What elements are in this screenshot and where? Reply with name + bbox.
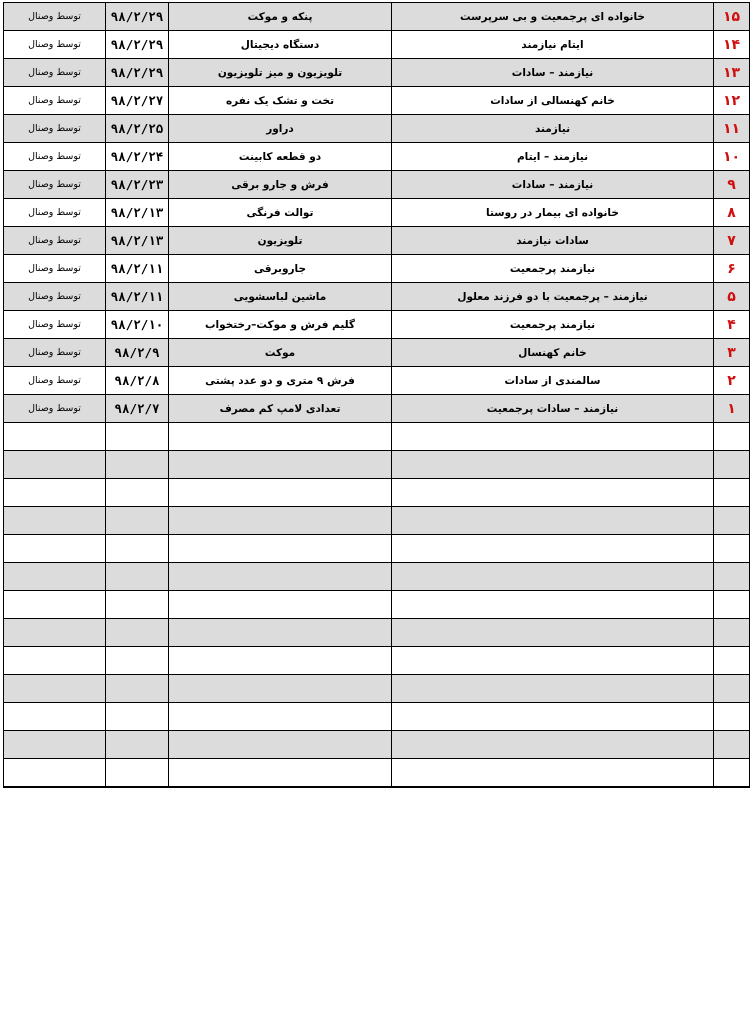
empty-table-row [4,647,750,675]
donation-note-cell: توسط وصنال [4,227,106,255]
table-row [4,143,750,171]
donated-item-cell: فرش ۹ متری و دو عدد پشتی [169,367,392,395]
recipient-description-cell: ایتام نیازمند [392,31,714,59]
donation-date-cell [106,479,169,507]
row-number-cell: ۵ [714,283,750,311]
donation-note-cell: توسط وصنال [4,3,106,31]
donated-item-cell: پنکه و موکت [169,3,392,31]
donated-item-cell [169,703,392,731]
donated-item-cell: ماشین لباسشویی [169,283,392,311]
donated-item-cell: تعدادی لامپ کم مصرف [169,395,392,423]
donation-note-cell [4,703,106,731]
empty-table-row [4,563,750,591]
donation-note-cell [4,591,106,619]
donated-item-cell [169,675,392,703]
donation-date-cell: ۹۸/۲/۲۹ [106,3,169,31]
donation-table [3,2,750,788]
row-number-cell: ۱ [714,395,750,423]
empty-table-row [4,591,750,619]
row-number-cell: ۸ [714,199,750,227]
table-row [4,339,750,367]
table-row [4,31,750,59]
donation-note-cell [4,647,106,675]
donation-note-cell [4,507,106,535]
donation-note-cell: توسط وصنال [4,339,106,367]
empty-table-row [4,535,750,563]
donated-item-cell [169,647,392,675]
donated-item-cell [169,479,392,507]
donation-date-cell [106,451,169,479]
row-number-cell [714,759,750,788]
row-number-cell [714,675,750,703]
donation-date-cell: ۹۸/۲/۱۱ [106,283,169,311]
donated-item-cell: گلیم فرش و موکت–رختخواب [169,311,392,339]
donation-note-cell: توسط وصنال [4,283,106,311]
donation-table-container [3,2,749,788]
donated-item-cell [169,591,392,619]
recipient-description-cell: خانواده ای پرجمعیت و بی سرپرست [392,3,714,31]
recipient-description-cell [392,619,714,647]
row-number-cell: ۱۰ [714,143,750,171]
donated-item-cell: دستگاه دیجیتال [169,31,392,59]
table-row [4,311,750,339]
donated-item-cell: فرش و جارو برقی [169,171,392,199]
recipient-description-cell: نیازمند – پرجمعیت با دو فرزند معلول [392,283,714,311]
table-row [4,255,750,283]
donation-date-cell [106,619,169,647]
table-row [4,199,750,227]
table-row [4,115,750,143]
donation-note-cell: توسط وصنال [4,395,106,423]
donation-note-cell: توسط وصنال [4,199,106,227]
donation-note-cell: توسط وصنال [4,255,106,283]
row-number-cell: ۷ [714,227,750,255]
donated-item-cell [169,451,392,479]
recipient-description-cell: نیازمند – سادات [392,59,714,87]
donation-date-cell: ۹۸/۲/۱۳ [106,227,169,255]
row-number-cell: ۱۳ [714,59,750,87]
donation-date-cell [106,591,169,619]
donation-date-cell [106,731,169,759]
row-number-cell: ۳ [714,339,750,367]
donation-note-cell: توسط وصنال [4,367,106,395]
donation-date-cell: ۹۸/۲/۲۴ [106,143,169,171]
donation-date-cell [106,423,169,451]
recipient-description-cell [392,647,714,675]
row-number-cell [714,535,750,563]
donation-date-cell: ۹۸/۲/۷ [106,395,169,423]
recipient-description-cell: نیازمند [392,115,714,143]
table-row [4,171,750,199]
recipient-description-cell: خانواده ای بیمار در روستا [392,199,714,227]
donation-date-cell [106,647,169,675]
empty-table-row [4,451,750,479]
donation-date-cell: ۹۸/۲/۱۳ [106,199,169,227]
row-number-cell [714,507,750,535]
empty-table-row [4,507,750,535]
row-number-cell [714,647,750,675]
donation-note-cell [4,619,106,647]
row-number-cell: ۱۱ [714,115,750,143]
row-number-cell [714,479,750,507]
donation-table-body [4,3,750,788]
donation-note-cell [4,731,106,759]
donation-date-cell: ۹۸/۲/۲۵ [106,115,169,143]
donation-note-cell [4,423,106,451]
recipient-description-cell: نیازمند پرجمعیت [392,311,714,339]
donated-item-cell [169,535,392,563]
donation-date-cell: ۹۸/۲/۱۰ [106,311,169,339]
donated-item-cell [169,759,392,788]
donated-item-cell [169,423,392,451]
donation-date-cell [106,703,169,731]
donated-item-cell: جاروبرقی [169,255,392,283]
donated-item-cell: تخت و تشک یک نفره [169,87,392,115]
row-number-cell [714,703,750,731]
row-number-cell: ۱۵ [714,3,750,31]
donation-note-cell [4,479,106,507]
row-number-cell [714,731,750,759]
table-row [4,59,750,87]
donated-item-cell: موکت [169,339,392,367]
donation-note-cell: توسط وصنال [4,143,106,171]
recipient-description-cell: سالمندی از سادات [392,367,714,395]
recipient-description-cell: سادات نیازمند [392,227,714,255]
donation-date-cell [106,563,169,591]
row-number-cell: ۱۴ [714,31,750,59]
donation-note-cell [4,535,106,563]
row-number-cell [714,423,750,451]
empty-table-row [4,423,750,451]
recipient-description-cell [392,731,714,759]
empty-table-row [4,479,750,507]
donation-note-cell: توسط وصنال [4,31,106,59]
empty-table-row [4,703,750,731]
recipient-description-cell [392,591,714,619]
recipient-description-cell [392,675,714,703]
donation-date-cell [106,507,169,535]
row-number-cell: ۴ [714,311,750,339]
empty-table-row [4,619,750,647]
recipient-description-cell [392,759,714,788]
recipient-description-cell: خانم کهنسال [392,339,714,367]
donation-date-cell: ۹۸/۲/۲۳ [106,171,169,199]
row-number-cell [714,563,750,591]
donation-date-cell [106,759,169,788]
recipient-description-cell: نیازمند – ایتام [392,143,714,171]
donated-item-cell: تلویزیون و میز تلویزیون [169,59,392,87]
donated-item-cell [169,563,392,591]
recipient-description-cell [392,451,714,479]
donated-item-cell: دو قطعه کابینت [169,143,392,171]
donation-note-cell: توسط وصنال [4,115,106,143]
donation-date-cell: ۹۸/۲/۲۷ [106,87,169,115]
donated-item-cell: دراور [169,115,392,143]
donated-item-cell: توالت فرنگی [169,199,392,227]
donation-date-cell: ۹۸/۲/۸ [106,367,169,395]
recipient-description-cell [392,703,714,731]
row-number-cell: ۱۲ [714,87,750,115]
empty-table-row [4,759,750,788]
row-number-cell: ۶ [714,255,750,283]
donation-date-cell: ۹۸/۲/۲۹ [106,31,169,59]
recipient-description-cell [392,423,714,451]
table-row [4,283,750,311]
table-row [4,395,750,423]
recipient-description-cell: نیازمند – سادات [392,171,714,199]
empty-table-row [4,675,750,703]
table-row [4,227,750,255]
recipient-description-cell [392,563,714,591]
donation-note-cell: توسط وصنال [4,311,106,339]
recipient-description-cell [392,535,714,563]
recipient-description-cell: نیازمند – سادات پرجمعیت [392,395,714,423]
donation-note-cell [4,563,106,591]
recipient-description-cell: نیازمند پرجمعیت [392,255,714,283]
donation-date-cell [106,535,169,563]
row-number-cell [714,591,750,619]
donation-date-cell: ۹۸/۲/۱۱ [106,255,169,283]
table-row [4,87,750,115]
row-number-cell: ۲ [714,367,750,395]
donation-note-cell: توسط وصنال [4,171,106,199]
row-number-cell: ۹ [714,171,750,199]
table-row [4,367,750,395]
row-number-cell [714,451,750,479]
recipient-description-cell [392,507,714,535]
donation-note-cell: توسط وصنال [4,87,106,115]
donation-note-cell [4,759,106,788]
row-number-cell [714,619,750,647]
recipient-description-cell [392,479,714,507]
donation-note-cell [4,451,106,479]
donated-item-cell [169,731,392,759]
donation-date-cell [106,675,169,703]
donation-note-cell: توسط وصنال [4,59,106,87]
donation-date-cell: ۹۸/۲/۹ [106,339,169,367]
empty-table-row [4,731,750,759]
recipient-description-cell: خانم کهنسالی از سادات [392,87,714,115]
donated-item-cell: تلویزیون [169,227,392,255]
donated-item-cell [169,619,392,647]
donation-note-cell [4,675,106,703]
donated-item-cell [169,507,392,535]
donation-date-cell: ۹۸/۲/۲۹ [106,59,169,87]
table-row [4,3,750,31]
